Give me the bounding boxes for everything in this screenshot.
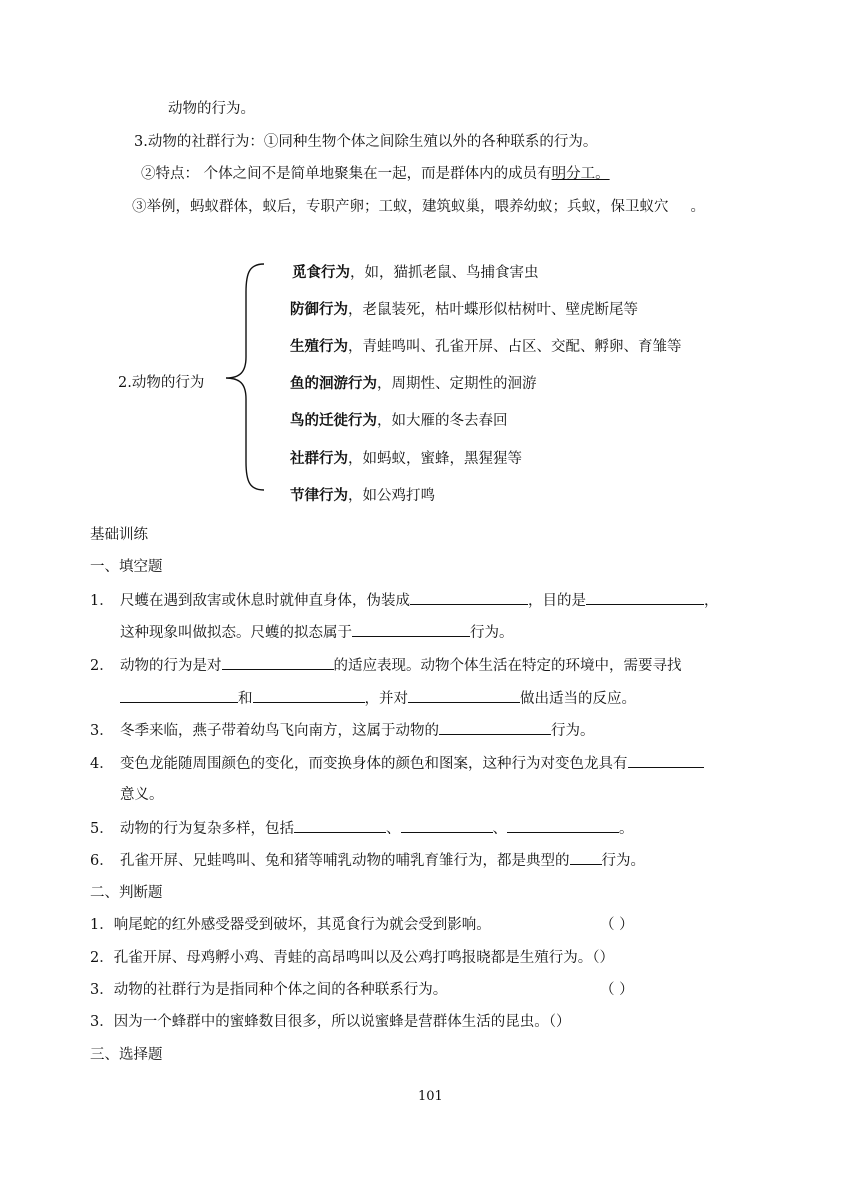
branch-term: 生殖行为 [290, 338, 348, 355]
intro-line-1: 动物的行为。 [168, 101, 255, 117]
question-text: 变色龙能随周围颜色的变化，而变换身体的颜色和图案，这种行为对变色龙具有 [120, 756, 628, 772]
branch-desc: ，周期性、定期性的洄游 [377, 376, 537, 392]
question-text: 尺蠖在遇到敌害或休息时就伸直身体，伪装成 [120, 593, 410, 609]
branch-defense [290, 300, 638, 320]
question-text: 响尾蛇的红外感受器受到破坏，其觅食行为就会受到影响。 [113, 917, 491, 933]
fill-q1-line1 [90, 590, 719, 611]
question-text: ，并对 [364, 691, 408, 707]
fill-heading: 一、填空题 [90, 559, 163, 575]
question-text: 和 [238, 691, 253, 707]
question-text: 做出适当的反应。 [520, 691, 636, 707]
question-text: 孔雀开屏、母鸡孵小鸡、青蛙的高昂鸣叫以及公鸡打鸣报晓都是生殖行为。 [113, 950, 593, 966]
branch-term: 觅食行为 [292, 264, 350, 281]
judge-item-2 [90, 948, 614, 968]
question-number: 2． [90, 658, 114, 674]
answer-blank[interactable] [253, 688, 365, 703]
intro-line-3-underlined: 明分工。 [551, 166, 610, 182]
answer-blank[interactable] [401, 818, 493, 833]
choice-heading: 三、选择题 [90, 1047, 163, 1063]
answer-parentheses[interactable]: （ ） [600, 982, 634, 998]
branch-desc: ，如公鸡打鸣 [348, 488, 435, 504]
fill-q4-line1 [90, 753, 704, 774]
answer-blank[interactable] [439, 720, 551, 735]
branch-reproduction [290, 337, 682, 357]
answer-blank[interactable] [570, 850, 602, 865]
question-number: 3． [90, 723, 114, 739]
answer-parentheses[interactable]: （） [592, 950, 614, 966]
page-number: 101 [418, 1089, 443, 1104]
branch-rhythm [290, 486, 435, 506]
branch-desc: ，如蚂蚁，蜜蜂，黑猩猩等 [348, 451, 522, 467]
answer-blank[interactable] [352, 622, 470, 637]
question-text: 动物的社群行为是指同种个体之间的各种联系行为。 [113, 982, 448, 998]
branch-term: 鸟的迁徙行为 [290, 412, 377, 429]
fill-q2-line2 [120, 688, 636, 709]
diagram-root-label: 2.动物的行为 [118, 375, 205, 391]
question-text: 动物的行为复杂多样，包括 [120, 821, 294, 837]
fill-q5 [90, 818, 634, 839]
branch-social [290, 449, 522, 469]
branch-desc: ，如，猫抓老鼠、鸟捕食害虫 [350, 265, 539, 281]
branch-desc: ，如大雁的冬去春回 [377, 413, 508, 429]
question-text: 行为。 [551, 723, 595, 739]
question-text: 行为。 [601, 853, 645, 869]
question-text: 孔雀开屏、兄蛙鸣叫、兔和猪等哺乳动物的哺乳育雏行为，都是典型的 [120, 853, 570, 869]
answer-blank[interactable] [410, 590, 528, 605]
question-text: 这种现象叫做拟态。尺蠖的拟态属于 [120, 625, 352, 641]
branch-desc: ，老鼠装死，枯叶蝶形似枯树叶、壁虎断尾等 [348, 302, 638, 318]
question-text: ， [704, 593, 719, 609]
branch-desc: ，青蛙鸣叫、孔雀开屏、占区、交配、孵卵、育雏等 [348, 339, 682, 355]
branch-term: 社群行为 [290, 450, 348, 467]
question-number: 6． [90, 853, 114, 869]
fill-q3 [90, 720, 595, 741]
answer-parentheses[interactable]: （） [548, 1014, 571, 1030]
question-text: 冬季来临，燕子带着幼鸟飞向南方，这属于动物的 [120, 723, 439, 739]
question-text: 行为。 [470, 625, 514, 641]
judge-item-4 [90, 1012, 570, 1032]
intro-line-4 [132, 197, 705, 217]
curly-brace-icon [222, 262, 272, 494]
fill-q4-line2: 意义。 [120, 787, 164, 803]
question-number: 4． [90, 756, 114, 772]
answer-blank[interactable] [507, 818, 619, 833]
intro-line-3 [141, 164, 610, 184]
branch-fish-migration [290, 374, 537, 394]
question-text: 因为一个蜂群中的蜜蜂数目很多，所以说蜜蜂是营群体生活的昆虫。 [113, 1014, 549, 1030]
branch-term: 节律行为 [290, 487, 348, 504]
fill-q2-line1 [90, 655, 682, 676]
question-number: 1． [90, 593, 114, 609]
branch-bird-migration [290, 411, 508, 431]
intro-line-4-end: 。 [690, 199, 705, 215]
branch-foraging [292, 263, 539, 283]
question-number: 2． [90, 950, 114, 966]
section-title: 基础训练 [90, 527, 148, 543]
separator: 、 [386, 821, 401, 837]
branch-term: 防御行为 [290, 301, 348, 318]
judge-heading: 二、判断题 [90, 885, 163, 901]
branch-term: 鱼的洄游行为 [290, 375, 377, 392]
judge-item-3 [90, 980, 447, 1000]
answer-blank[interactable] [586, 590, 704, 605]
intro-line-2: 3.动物的社群行为：①同种生物个体之间除生殖以外的各种联系的行为。 [134, 134, 598, 150]
question-text: 的适应表现。动物个体生活在特定的环境中，需要寻找 [333, 658, 682, 674]
intro-line-4-text: ③举例，蚂蚁群体，蚁后，专职产卵；工蚁，建筑蚁巢，喂养幼蚁；兵蚁，保卫蚁穴 [132, 199, 669, 215]
separator: 、 [492, 821, 507, 837]
question-number: 5． [90, 821, 114, 837]
question-number: 3． [90, 982, 114, 998]
fill-q1-line2 [120, 622, 514, 643]
question-text: ，目的是 [528, 593, 586, 609]
answer-blank[interactable] [408, 688, 520, 703]
answer-blank[interactable] [628, 753, 704, 768]
answer-parentheses[interactable]: （ ） [600, 917, 634, 933]
intro-line-3-text: ②特点： 个体之间不是简单地聚集在一起，而是群体内的成员有 [141, 166, 552, 182]
judge-item-1 [90, 915, 491, 935]
fill-q6 [90, 850, 645, 871]
answer-blank[interactable] [294, 818, 386, 833]
answer-blank[interactable] [120, 688, 238, 703]
answer-blank[interactable] [222, 655, 334, 670]
question-number: 1． [90, 917, 114, 933]
question-number: 3． [90, 1014, 114, 1030]
question-text: 动物的行为是对 [120, 658, 222, 674]
question-text: 。 [619, 821, 634, 837]
